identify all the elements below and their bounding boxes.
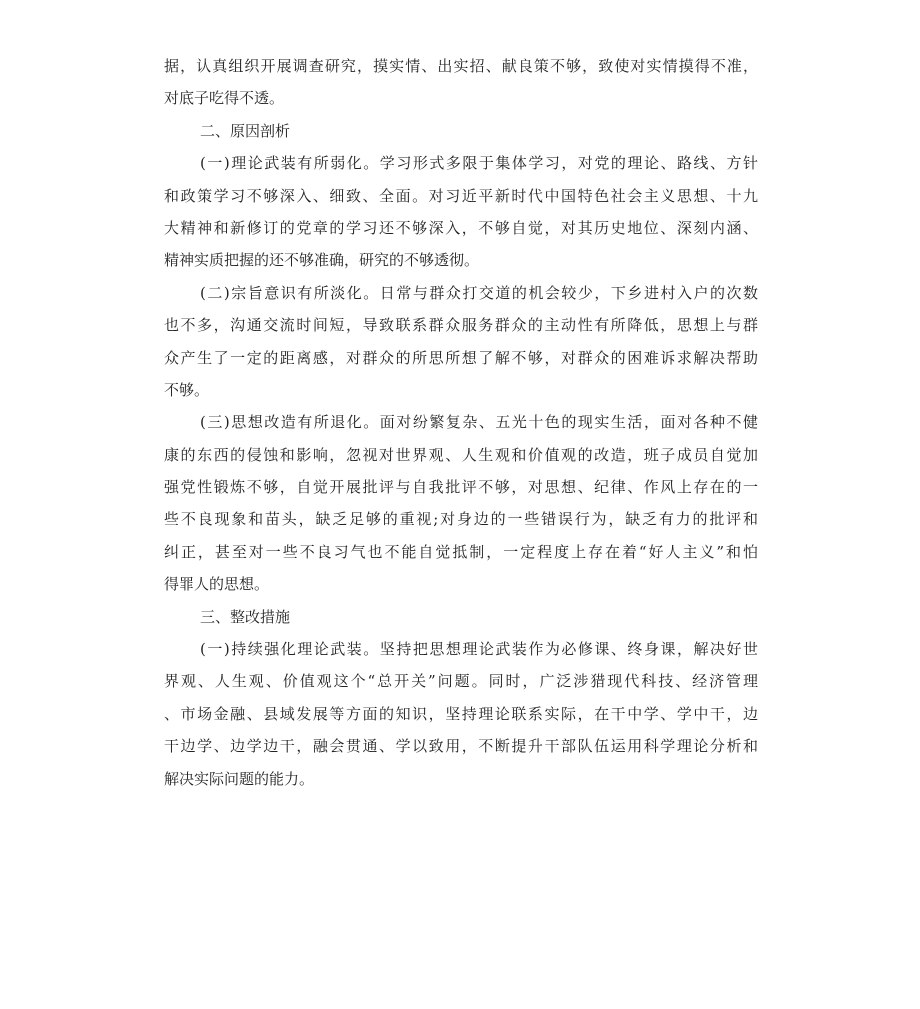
paragraph-theory <box>164 147 758 277</box>
text-line: 也不多，沟通交流时间短，导致联系群众服务群众的主动性有所降低，思想上与群 <box>164 316 758 335</box>
text-line: 康的东西的侵蚀和影响，忽视对世界观、人生观和价值观的改造，班子成员自觉加 <box>164 445 758 464</box>
text-line: 、市场金融、县域发展等方面的知识，坚持理论联系实际，在干中学、学中干，边 <box>164 704 758 723</box>
text-line: (二)宗旨意识有所淡化。日常与群众打交道的机会较少，下乡进村入户的次数 <box>200 283 758 302</box>
text-line: 得罪人的思想。 <box>164 575 270 594</box>
text-line: 据，认真组织开展调查研究，摸实情、出实招、献良策不够，致使对实情摸得不准， <box>164 57 758 75</box>
text-line: (一)理论武装有所弱化。学习形式多限于集体学习，对党的理论、路线、方针 <box>200 154 758 173</box>
section-heading: 三、整改措施 <box>200 607 291 626</box>
text-line: 些不良现象和苗头，缺乏足够的重视;对身边的一些错误行为，缺乏有力的批评和 <box>164 510 758 529</box>
text-line: 不够。 <box>164 380 210 399</box>
section-heading: 二、原因剖析 <box>200 121 291 140</box>
document-page <box>164 50 758 795</box>
paragraph-continuation <box>164 50 758 115</box>
text-line: 和政策学习不够深入、细致、全面。对习近平新时代中国特色社会主义思想、十九 <box>164 186 758 205</box>
paragraph-ideology <box>164 406 758 600</box>
text-line: 众产生了一定的距离感，对群众的所思所想了解不够，对群众的困难诉求解决帮助 <box>164 348 758 367</box>
text-line: 解决实际问题的能力。 <box>164 769 315 788</box>
text-line: 纠正，甚至对一些不良习气也不能自觉抵制，一定程度上存在着“好人主义”和怕 <box>164 542 758 561</box>
text-line: 对底子吃得不透。 <box>164 89 285 108</box>
section-heading-cause-analysis <box>164 115 758 147</box>
text-line: 强党性锻炼不够，自觉开展批评与自我批评不够，对思想、纪律、作风上存在的一 <box>164 478 758 497</box>
section-heading-rectification <box>164 601 758 633</box>
text-line: (一)持续强化理论武装。坚持把思想理论武装作为必修课、终身课，解决好世 <box>200 640 758 659</box>
paragraph-strengthen-theory <box>164 633 758 795</box>
text-line: 大精神和新修订的党章的学习还不够深入，不够自觉，对其历史地位、深刻内涵、 <box>164 218 758 237</box>
text-line: 界观、人生观、价值观这个“总开关”问题。同时，广泛涉猎现代科技、经济管理 <box>164 672 758 691</box>
text-line: 精神实质把握的还不够准确，研究的不够透彻。 <box>164 251 480 270</box>
paragraph-purpose <box>164 277 758 407</box>
text-line: (三)思想改造有所退化。面对纷繁复杂、五光十色的现实生活，面对各种不健 <box>200 413 758 432</box>
text-line: 干边学、边学边干，融会贯通、学以致用，不断提升干部队伍运用科学理论分析和 <box>164 737 758 756</box>
